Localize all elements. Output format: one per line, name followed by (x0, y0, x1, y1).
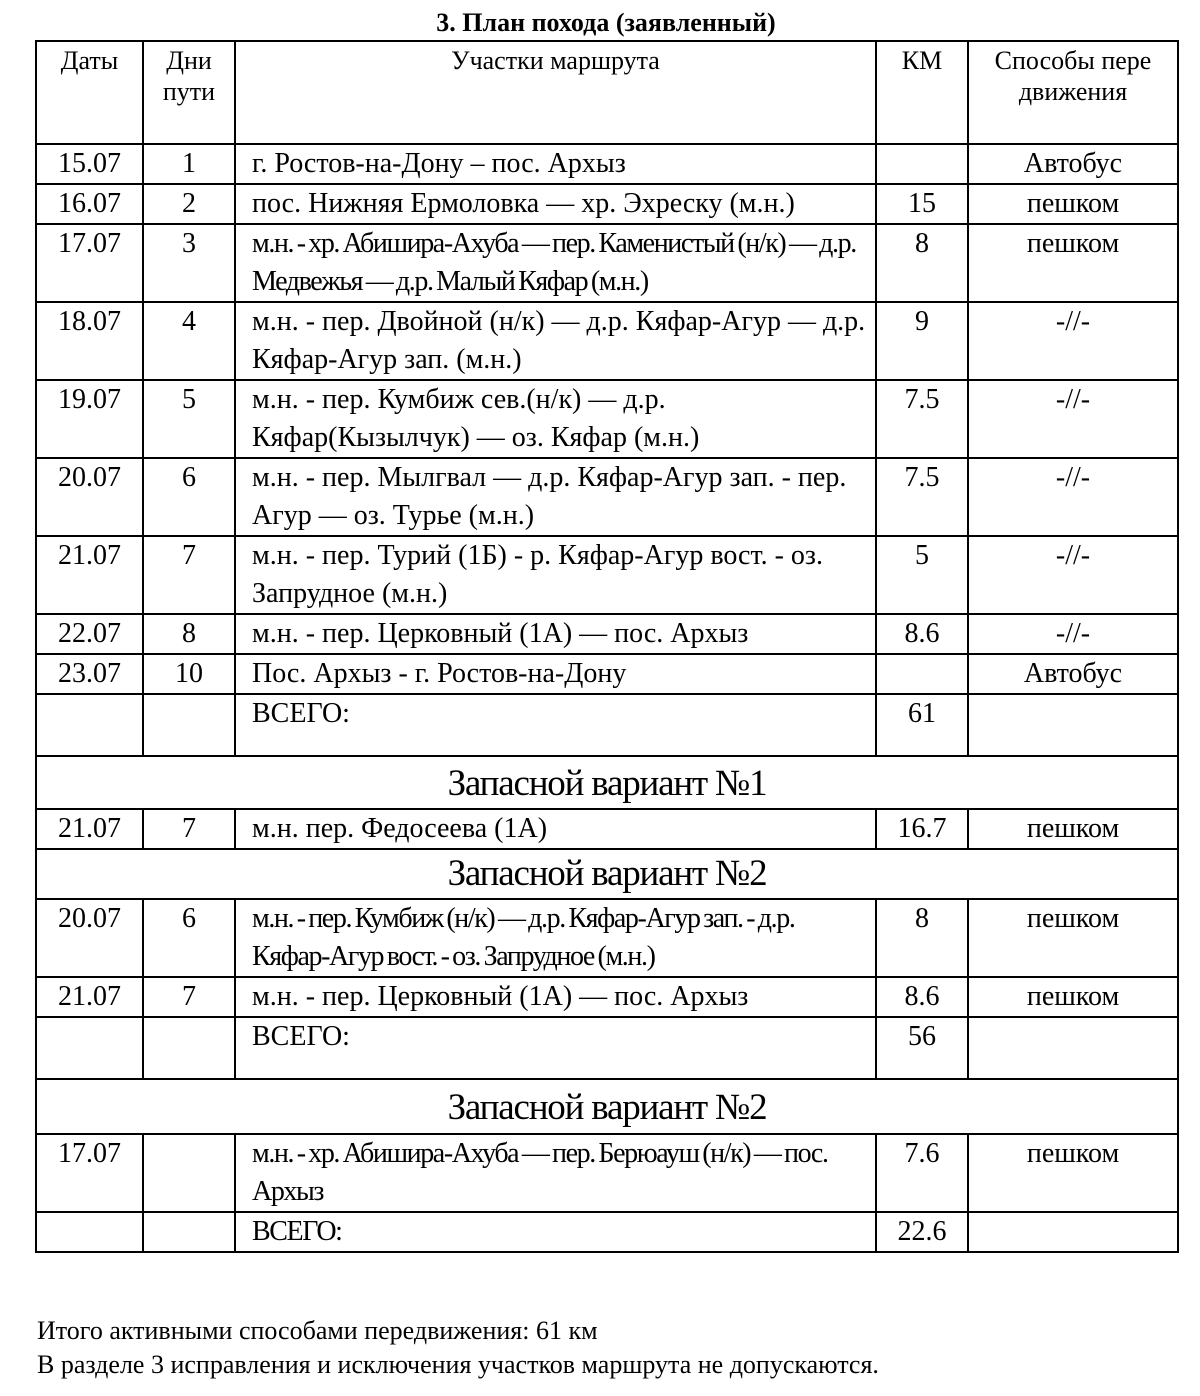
table-row (36, 1134, 1178, 1212)
mode-cell (968, 1212, 1178, 1252)
header-km: КМ (876, 41, 968, 144)
date-cell: 17.07 (36, 1134, 143, 1212)
section-header-row (36, 756, 1178, 809)
mode-cell: пешком (968, 1134, 1178, 1212)
day-cell (143, 694, 235, 756)
date-cell: 18.07 (36, 302, 143, 380)
header-date: Даты (36, 41, 143, 144)
date-cell: 21.07 (36, 809, 143, 849)
document-title: 3. План похода (заявленный) (436, 8, 776, 37)
table-row (36, 380, 1178, 458)
day-cell: 6 (143, 458, 235, 536)
km-cell: 8.6 (876, 614, 968, 654)
date-cell: 22.07 (36, 614, 143, 654)
mode-cell: пешком (968, 899, 1178, 977)
total-row (36, 1017, 1178, 1079)
day-cell (143, 1134, 235, 1212)
mode-cell: -//- (968, 536, 1178, 614)
date-cell: 21.07 (36, 977, 143, 1017)
route-cell: м.н. - хр. Абишира-Ахуба — пер. Берюауш (н/к) — пос. Архыз (235, 1134, 876, 1212)
route-cell: Пос. Архыз - г. Ростов-на-Дону (235, 654, 876, 694)
date-cell: 21.07 (36, 536, 143, 614)
route-cell: м.н. - пер. Кумбиж (н/к) — д.р. Кяфар-Агур зап. - д.р. Кяфар-Агур вост. - оз. Запрудное (м.н.) (235, 899, 876, 977)
day-cell: 5 (143, 380, 235, 458)
date-cell: 17.07 (36, 224, 143, 302)
day-cell: 7 (143, 977, 235, 1017)
footnote-total-active: Итого активными способами передвижения: 61 км (37, 1316, 598, 1345)
mode-cell: Автобус (968, 654, 1178, 694)
date-cell (36, 1017, 143, 1079)
table-row (36, 144, 1178, 184)
day-cell: 4 (143, 302, 235, 380)
km-cell: 7.6 (876, 1134, 968, 1212)
header-day: Дни пути (143, 41, 235, 144)
day-cell: 7 (143, 536, 235, 614)
table-row (36, 614, 1178, 654)
km-cell: 15 (876, 184, 968, 224)
date-cell: 16.07 (36, 184, 143, 224)
mode-cell: -//- (968, 302, 1178, 380)
date-cell: 20.07 (36, 899, 143, 977)
mode-cell: пешком (968, 977, 1178, 1017)
total-label: ВСЕГО: (235, 1212, 876, 1252)
km-cell: 8 (876, 899, 968, 977)
mode-cell: пешком (968, 184, 1178, 224)
day-cell: 8 (143, 614, 235, 654)
table-row (36, 654, 1178, 694)
mode-cell: -//- (968, 380, 1178, 458)
day-cell: 7 (143, 809, 235, 849)
mode-cell: пешком (968, 809, 1178, 849)
km-cell (876, 144, 968, 184)
route-cell: м.н. - пер. Церковный (1А) — пос. Архыз (235, 977, 876, 1017)
table-row (36, 224, 1178, 302)
day-cell (143, 1212, 235, 1252)
date-cell: 23.07 (36, 654, 143, 694)
km-cell: 7.5 (876, 380, 968, 458)
mode-cell: -//- (968, 614, 1178, 654)
route-cell: м.н. - пер. Церковный (1А) — пос. Архыз (235, 614, 876, 654)
total-km: 56 (876, 1017, 968, 1079)
day-cell: 1 (143, 144, 235, 184)
table-header-row (36, 41, 1178, 144)
section-header-row (36, 1079, 1178, 1134)
km-cell: 7.5 (876, 458, 968, 536)
km-cell (876, 654, 968, 694)
day-cell (143, 1017, 235, 1079)
mode-cell (968, 694, 1178, 756)
mode-cell: Автобус (968, 144, 1178, 184)
total-row (36, 1212, 1178, 1252)
mode-cell: -//- (968, 458, 1178, 536)
route-cell: м.н. - пер. Турий (1Б) - р. Кяфар-Агур вост. - оз. Запрудное (м.н.) (235, 536, 876, 614)
date-cell: 19.07 (36, 380, 143, 458)
route-cell: м.н. - пер. Мылгвал — д.р. Кяфар-Агур зап. - пер. Агур — оз. Турье (м.н.) (235, 458, 876, 536)
total-km: 61 (876, 694, 968, 756)
table-row (36, 809, 1178, 849)
table-row (36, 536, 1178, 614)
route-cell: м.н. пер. Федосеева (1А) (235, 809, 876, 849)
route-cell: м.н. - пер. Двойной (н/к) — д.р. Кяфар-Агур — д.р. Кяфар-Агур зап. (м.н.) (235, 302, 876, 380)
section-title: Запасной вариант №2 (36, 1079, 1178, 1134)
mode-cell: пешком (968, 224, 1178, 302)
km-cell: 5 (876, 536, 968, 614)
date-cell: 15.07 (36, 144, 143, 184)
header-route: Участки маршрута (235, 41, 876, 144)
date-cell: 20.07 (36, 458, 143, 536)
day-cell: 10 (143, 654, 235, 694)
total-label: ВСЕГО: (235, 1017, 876, 1079)
footnote-no-corrections: В разделе 3 исправления и исключения участков маршрута не допускаются. (37, 1350, 879, 1379)
day-cell: 6 (143, 899, 235, 977)
route-cell: г. Ростов-на-Дону – пос. Архыз (235, 144, 876, 184)
route-plan-table (35, 40, 1179, 1253)
header-mode: Способы передвижения (968, 41, 1178, 144)
km-cell: 8 (876, 224, 968, 302)
km-cell: 16.7 (876, 809, 968, 849)
day-cell: 2 (143, 184, 235, 224)
table-row (36, 899, 1178, 977)
date-cell (36, 1212, 143, 1252)
day-cell: 3 (143, 224, 235, 302)
total-label: ВСЕГО: (235, 694, 876, 756)
km-cell: 9 (876, 302, 968, 380)
date-cell (36, 694, 143, 756)
section-title: Запасной вариант №1 (36, 756, 1178, 809)
section-title: Запасной вариант №2 (36, 849, 1178, 899)
section-header-row (36, 849, 1178, 899)
km-cell: 8.6 (876, 977, 968, 1017)
table-row (36, 977, 1178, 1017)
mode-cell (968, 1017, 1178, 1079)
total-km: 22.6 (876, 1212, 968, 1252)
table-row (36, 458, 1178, 536)
route-cell: пос. Нижняя Ермоловка — хр. Эхреску (м.н.) (235, 184, 876, 224)
table-row (36, 184, 1178, 224)
table-row (36, 302, 1178, 380)
total-row (36, 694, 1178, 756)
route-cell: м.н. - хр. Абишира-Ахуба — пер. Каменистый (н/к) — д.р. Медвежья — д.р. Малый Кяфар (м.н.) (235, 224, 876, 302)
route-cell: м.н. - пер. Кумбиж сев.(н/к) — д.р. Кяфар(Кызылчук) — оз. Кяфар (м.н.) (235, 380, 876, 458)
